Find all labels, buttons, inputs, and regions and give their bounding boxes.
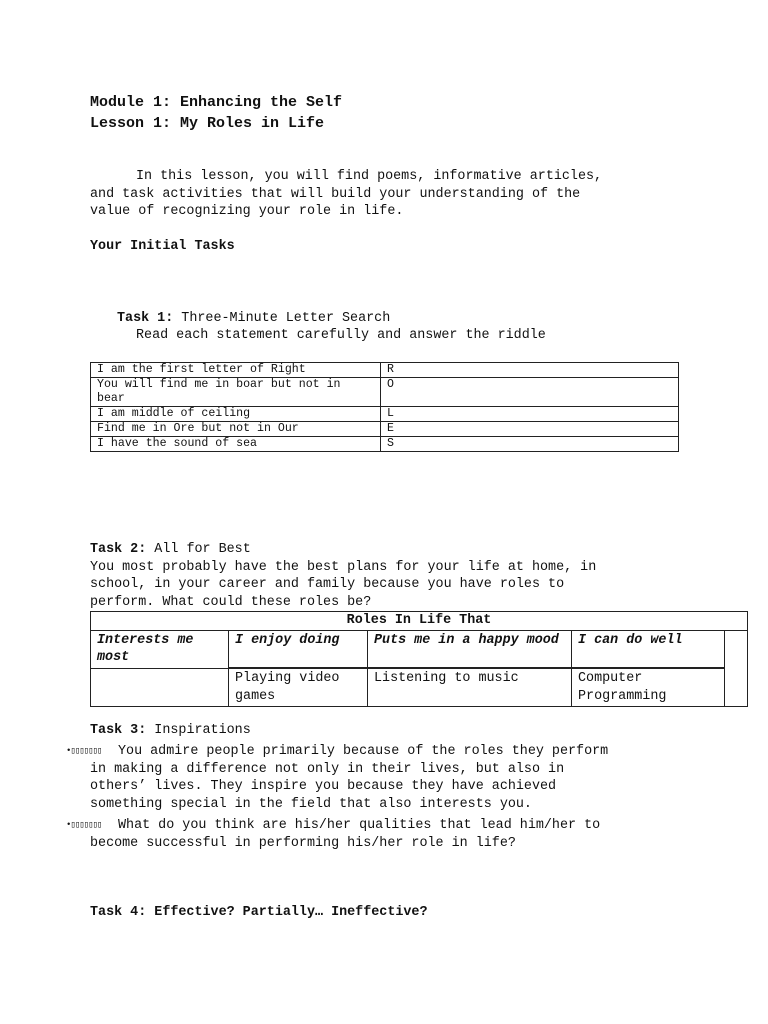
- statement-cell: I have the sound of sea: [91, 437, 381, 452]
- table-cell: Listening to music: [368, 668, 572, 707]
- initial-tasks-heading: Your Initial Tasks: [90, 239, 235, 254]
- task3-title: Inspirations: [154, 723, 251, 738]
- table-cell: [91, 668, 229, 707]
- bullet1-line-4: something special in the field that also interests you.: [90, 796, 532, 812]
- table-row: [91, 422, 679, 437]
- table-row: [91, 407, 679, 422]
- statement-cell: You will find me in boar but not in bear: [91, 378, 381, 407]
- task2-title: All for Best: [154, 542, 251, 557]
- task1-title: Three-Minute Letter Search: [181, 311, 391, 326]
- table-cell: Playing video games: [229, 668, 368, 707]
- table-row: [91, 378, 679, 407]
- task2-label: Task 2:: [90, 542, 147, 557]
- answer-cell: O: [381, 378, 679, 407]
- column-header: I can do well: [572, 630, 725, 668]
- intro-line-1: In this lesson, you will find poems, informative articles,: [136, 169, 603, 184]
- bullet1-line-2: in making a difference not only in their lives, but also in: [90, 761, 565, 777]
- statement-cell: I am middle of ceiling: [91, 407, 381, 422]
- statement-cell: Find me in Ore but not in Our: [91, 422, 381, 437]
- intro-line-2: and task activities that will build your understanding of the: [90, 187, 581, 202]
- answer-cell: L: [381, 407, 679, 422]
- roles-table-caption: Roles In Life That: [91, 612, 748, 631]
- answer-cell: R: [381, 363, 679, 378]
- bullet2-line-2: become successful in performing his/her role in life?: [90, 835, 516, 851]
- lesson-title: Lesson 1: My Roles in Life: [90, 115, 325, 132]
- column-header: I enjoy doing: [229, 630, 368, 668]
- task2-line-2: school, in your career and family because you have roles to: [90, 577, 565, 592]
- module-title: Module 1: Enhancing the Self: [90, 94, 343, 111]
- intro-line-3: value of recognizing your role in life.: [90, 204, 404, 219]
- task3-heading: [90, 722, 251, 740]
- task3-label: Task 3:: [90, 723, 147, 738]
- table-row: [91, 363, 679, 378]
- empty-column: [725, 630, 748, 707]
- task1-heading: [117, 310, 390, 328]
- statement-cell: I am the first letter of Right: [91, 363, 381, 378]
- bullet-icon: •▯▯▯▯▯▯▯: [66, 746, 102, 756]
- task4-heading: Task 4: Effective? Partially… Ineffective?: [90, 905, 428, 920]
- table-row: [91, 668, 748, 707]
- roles-table: [90, 611, 748, 707]
- task2-line-3: perform. What could these roles be?: [90, 595, 372, 610]
- bullet1-line-3: others’ lives. They inspire you because they have achieved: [90, 779, 557, 795]
- answer-cell: S: [381, 437, 679, 452]
- task2-heading: [90, 541, 251, 559]
- task2-line-1: You most probably have the best plans for your life at home, in: [90, 560, 597, 575]
- table-row: [91, 437, 679, 452]
- column-header: Interests me most: [91, 630, 229, 668]
- bullet-icon: •▯▯▯▯▯▯▯: [66, 820, 102, 830]
- letter-search-table: [90, 362, 679, 452]
- answer-cell: E: [381, 422, 679, 437]
- column-header: Puts me in a happy mood: [368, 630, 572, 668]
- bullet2-line-1: What do you think are his/her qualities that lead him/her to: [118, 818, 601, 833]
- task1-label: Task 1:: [117, 311, 174, 326]
- task1-instruction: Read each statement carefully and answer the riddle: [136, 328, 546, 343]
- table-cell: Computer Programming: [572, 668, 725, 707]
- bullet1-line-1: You admire people primarily because of the roles they perform: [118, 744, 609, 759]
